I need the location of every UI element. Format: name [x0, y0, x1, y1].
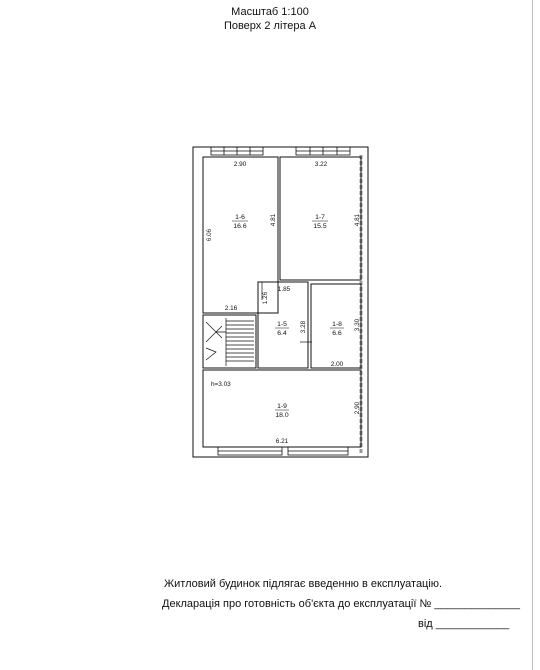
dim-ceiling-height: h=3.03: [211, 381, 231, 388]
room-1-9-id: 1-9: [277, 403, 287, 410]
footer-declaration-number: Декларація про готовність об'єкта до експлуатації № ______________: [162, 598, 520, 610]
room-1-8-area: 6.6: [332, 330, 342, 337]
room-1-6-id: 1-6: [235, 214, 245, 221]
floor-label: Поверх 2 літера А: [223, 20, 317, 32]
room-1-5-id: 1-5: [277, 321, 287, 328]
dim-1-6-height: 4.81: [270, 213, 277, 227]
scale-label: Масштаб 1:100: [231, 6, 309, 18]
stairs: [206, 318, 254, 366]
dim-top-left: 2.90: [233, 161, 247, 168]
room-1-7-area: 15.5: [313, 223, 327, 230]
room-1-9-area: 18.0: [275, 412, 289, 419]
dim-1-5-neck: 1.26: [262, 291, 269, 305]
dim-1-6-bottom: 2.16: [224, 305, 238, 312]
top-windows: [211, 147, 350, 155]
room-1-6-area: 16.6: [233, 223, 247, 230]
dim-1-9-height: 2.90: [354, 401, 361, 415]
footer-note-commissioning: Житловий будинок підлягає введенню в експлуатацію.: [164, 578, 443, 590]
dim-left-height: 6.06: [206, 228, 213, 242]
stair-zone: [203, 315, 256, 368]
room-1-8-id: 1-8: [332, 321, 342, 328]
footer-declaration-date: від ____________: [418, 618, 510, 630]
room-1-7-id: 1-7: [315, 214, 325, 221]
dim-1-5-top: 1.85: [277, 286, 291, 293]
bottom-windows: [218, 447, 348, 455]
dim-top-right: 3.22: [314, 161, 328, 168]
dim-1-8-bottom: 2.00: [330, 361, 344, 368]
dim-1-8-height: 3.30: [354, 318, 361, 332]
dim-1-9-width: 6.21: [275, 438, 289, 445]
room-1-5-area: 6.4: [277, 330, 287, 337]
room-1-6-outline: [203, 157, 278, 313]
dim-1-7-height: 4.81: [354, 213, 361, 227]
dim-1-5-height: 3.28: [300, 320, 307, 334]
